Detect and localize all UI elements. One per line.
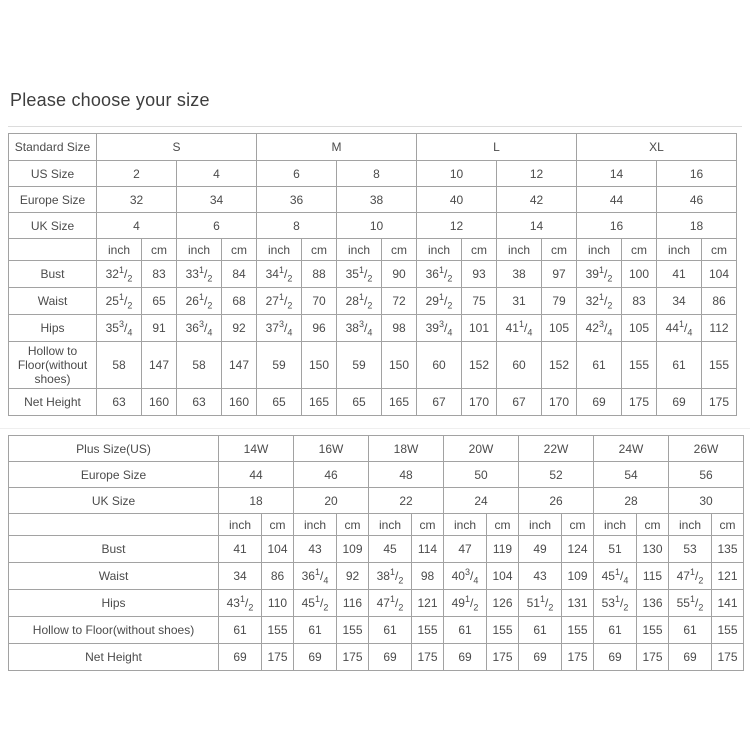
measure-value-cell: 100	[622, 261, 657, 288]
measure-value-cell: 58	[97, 342, 142, 389]
size-value-cell: 10	[337, 213, 417, 239]
measure-value-cell: $49^1/_2$	[444, 590, 487, 617]
size-value-cell: 16W	[294, 436, 369, 462]
size-value-cell: 8	[257, 213, 337, 239]
measure-value-cell: 65	[142, 288, 177, 315]
table-row	[9, 161, 737, 187]
unit-cell: cm	[302, 239, 337, 261]
measure-value-cell: 69	[369, 644, 412, 671]
measure-value-cell: $26^1/_2$	[177, 288, 222, 315]
row-label-cell: Bust	[9, 536, 219, 563]
measure-value-cell: 105	[622, 315, 657, 342]
measure-value-cell: 104	[262, 536, 294, 563]
measure-value-cell: 47	[444, 536, 487, 563]
unit-cell: inch	[444, 514, 487, 536]
unit-cell: cm	[337, 514, 369, 536]
table-row	[9, 617, 744, 644]
measure-value-cell: 152	[462, 342, 497, 389]
table-row	[9, 261, 737, 288]
size-value-cell: 52	[519, 462, 594, 488]
measure-value-cell: 61	[594, 617, 637, 644]
measure-value-cell: 65	[337, 389, 382, 416]
measure-value-cell: $44^1/_4$	[657, 315, 702, 342]
measure-value-cell: 165	[382, 389, 417, 416]
measure-value-cell: 121	[712, 563, 744, 590]
size-value-cell: 38	[337, 187, 417, 213]
row-label-cell: Plus Size(US)	[9, 436, 219, 462]
row-label-cell: Standard Size	[9, 134, 97, 161]
measure-value-cell: 65	[257, 389, 302, 416]
measure-value-cell: 141	[712, 590, 744, 617]
table-row	[9, 563, 744, 590]
measure-value-cell: 61	[219, 617, 262, 644]
unit-cell: inch	[497, 239, 542, 261]
table-row	[9, 213, 737, 239]
size-value-cell: 8	[337, 161, 417, 187]
measure-value-cell: 150	[302, 342, 337, 389]
measure-value-cell: 175	[702, 389, 737, 416]
measure-value-cell: $41^1/_4$	[497, 315, 542, 342]
measure-value-cell: 147	[142, 342, 177, 389]
measure-value-cell: 116	[337, 590, 369, 617]
table-row	[9, 288, 737, 315]
measure-value-cell: 61	[577, 342, 622, 389]
measure-value-cell: 152	[542, 342, 577, 389]
measure-value-cell: 79	[542, 288, 577, 315]
measure-value-cell: 59	[337, 342, 382, 389]
unit-cell: cm	[637, 514, 669, 536]
measure-value-cell: 130	[637, 536, 669, 563]
unit-cell: inch	[417, 239, 462, 261]
measure-value-cell: 93	[462, 261, 497, 288]
measure-value-cell: $47^1/_2$	[669, 563, 712, 590]
row-label-cell: Hollow to Floor(without shoes)	[9, 617, 219, 644]
unit-cell: inch	[519, 514, 562, 536]
measure-value-cell: 91	[142, 315, 177, 342]
row-label-cell: Hollow to Floor(without shoes)	[9, 342, 97, 389]
size-value-cell: 12	[497, 161, 577, 187]
measure-value-cell: 51	[594, 536, 637, 563]
measure-value-cell: 175	[412, 644, 444, 671]
measure-value-cell: 45	[369, 536, 412, 563]
measure-value-cell: 58	[177, 342, 222, 389]
measure-value-cell: 61	[369, 617, 412, 644]
plus-size-table	[8, 435, 744, 671]
row-label-cell: UK Size	[9, 213, 97, 239]
measure-value-cell: $32^1/_2$	[97, 261, 142, 288]
unit-cell: cm	[462, 239, 497, 261]
table-row	[9, 590, 744, 617]
measure-value-cell: 75	[462, 288, 497, 315]
measure-value-cell: 150	[382, 342, 417, 389]
unit-cell: inch	[369, 514, 412, 536]
measure-value-cell: $55^1/_2$	[669, 590, 712, 617]
measure-value-cell: 69	[444, 644, 487, 671]
measure-value-cell: 155	[337, 617, 369, 644]
size-value-cell: 36	[257, 187, 337, 213]
measure-value-cell: 155	[712, 617, 744, 644]
measure-value-cell: 155	[702, 342, 737, 389]
unit-cell: inch	[294, 514, 337, 536]
measure-value-cell: 41	[219, 536, 262, 563]
measure-value-cell: 109	[337, 536, 369, 563]
table-row	[9, 436, 744, 462]
measure-value-cell: 68	[222, 288, 257, 315]
measure-value-cell: $42^3/_4$	[577, 315, 622, 342]
measure-value-cell: $32^1/_2$	[577, 288, 622, 315]
size-value-cell: 50	[444, 462, 519, 488]
measure-value-cell: $40^3/_4$	[444, 563, 487, 590]
measure-value-cell: 135	[712, 536, 744, 563]
measure-value-cell: $38^1/_2$	[369, 563, 412, 590]
measure-value-cell: 83	[622, 288, 657, 315]
unit-cell: cm	[142, 239, 177, 261]
measure-value-cell: 70	[302, 288, 337, 315]
size-value-cell: 12	[417, 213, 497, 239]
measure-value-cell: 83	[142, 261, 177, 288]
measure-value-cell: 60	[497, 342, 542, 389]
row-label-cell: Waist	[9, 563, 219, 590]
size-value-cell: 46	[657, 187, 737, 213]
size-value-cell: 16	[577, 213, 657, 239]
measure-value-cell: 69	[594, 644, 637, 671]
size-value-cell: 14W	[219, 436, 294, 462]
measure-value-cell: 160	[222, 389, 257, 416]
measure-value-cell: $27^1/_2$	[257, 288, 302, 315]
size-value-cell: 30	[669, 488, 744, 514]
measure-value-cell: 86	[262, 563, 294, 590]
measure-value-cell: $33^1/_2$	[177, 261, 222, 288]
row-label-cell: Hips	[9, 590, 219, 617]
size-value-cell: 24W	[594, 436, 669, 462]
measure-value-cell: 175	[337, 644, 369, 671]
unit-cell: inch	[337, 239, 382, 261]
row-label-cell	[9, 239, 97, 261]
unit-cell: cm	[712, 514, 744, 536]
row-label-cell: Europe Size	[9, 187, 97, 213]
size-group-cell: XL	[577, 134, 737, 161]
table-row	[9, 536, 744, 563]
measure-value-cell: $53^1/_2$	[594, 590, 637, 617]
table-row	[9, 488, 744, 514]
table-separator	[0, 428, 750, 429]
size-value-cell: 26	[519, 488, 594, 514]
size-value-cell: 14	[577, 161, 657, 187]
unit-cell: cm	[382, 239, 417, 261]
unit-cell: inch	[594, 514, 637, 536]
measure-value-cell: $29^1/_2$	[417, 288, 462, 315]
row-label-cell	[9, 514, 219, 536]
row-label-cell: Waist	[9, 288, 97, 315]
size-value-cell: 18	[657, 213, 737, 239]
measure-value-cell: 175	[487, 644, 519, 671]
measure-value-cell: 136	[637, 590, 669, 617]
size-value-cell: 18	[219, 488, 294, 514]
unit-cell: inch	[97, 239, 142, 261]
size-value-cell: 32	[97, 187, 177, 213]
measure-value-cell: 88	[302, 261, 337, 288]
unit-cell: cm	[222, 239, 257, 261]
measure-value-cell: 67	[497, 389, 542, 416]
table-row	[9, 514, 744, 536]
size-value-cell: 22W	[519, 436, 594, 462]
size-value-cell: 46	[294, 462, 369, 488]
unit-cell: inch	[657, 239, 702, 261]
measure-value-cell: 84	[222, 261, 257, 288]
size-value-cell: 48	[369, 462, 444, 488]
measure-value-cell: 131	[562, 590, 594, 617]
measure-value-cell: $36^3/_4$	[177, 315, 222, 342]
measure-value-cell: $45^1/_4$	[594, 563, 637, 590]
measure-value-cell: 92	[222, 315, 257, 342]
measure-value-cell: $39^1/_2$	[577, 261, 622, 288]
measure-value-cell: 97	[542, 261, 577, 288]
size-value-cell: 4	[97, 213, 177, 239]
size-value-cell: 6	[177, 213, 257, 239]
measure-value-cell: $37^3/_4$	[257, 315, 302, 342]
measure-value-cell: 160	[142, 389, 177, 416]
measure-value-cell: 43	[519, 563, 562, 590]
size-value-cell: 20W	[444, 436, 519, 462]
row-label-cell: Hips	[9, 315, 97, 342]
unit-cell: cm	[487, 514, 519, 536]
row-label-cell: Net Height	[9, 389, 97, 416]
size-value-cell: 14	[497, 213, 577, 239]
measure-value-cell: $36^1/_2$	[417, 261, 462, 288]
measure-value-cell: $35^3/_4$	[97, 315, 142, 342]
row-label-cell: US Size	[9, 161, 97, 187]
size-group-cell: S	[97, 134, 257, 161]
measure-value-cell: 115	[637, 563, 669, 590]
measure-value-cell: 105	[542, 315, 577, 342]
measure-value-cell: 61	[657, 342, 702, 389]
measure-value-cell: 69	[577, 389, 622, 416]
measure-value-cell: 69	[519, 644, 562, 671]
row-label-cell: Bust	[9, 261, 97, 288]
size-value-cell: 4	[177, 161, 257, 187]
measure-value-cell: 92	[337, 563, 369, 590]
measure-value-cell: 69	[219, 644, 262, 671]
measure-value-cell: $35^1/_2$	[337, 261, 382, 288]
measure-value-cell: 175	[712, 644, 744, 671]
measure-value-cell: 175	[637, 644, 669, 671]
measure-value-cell: 59	[257, 342, 302, 389]
row-label-cell: Europe Size	[9, 462, 219, 488]
measure-value-cell: 126	[487, 590, 519, 617]
measure-value-cell: $43^1/_2$	[219, 590, 262, 617]
size-value-cell: 54	[594, 462, 669, 488]
size-value-cell: 6	[257, 161, 337, 187]
table-row	[9, 342, 737, 389]
measure-value-cell: 63	[97, 389, 142, 416]
measure-value-cell: 147	[222, 342, 257, 389]
measure-value-cell: 90	[382, 261, 417, 288]
measure-value-cell: $38^3/_4$	[337, 315, 382, 342]
measure-value-cell: 155	[622, 342, 657, 389]
measure-value-cell: 175	[562, 644, 594, 671]
measure-value-cell: $34^1/_2$	[257, 261, 302, 288]
measure-value-cell: 61	[519, 617, 562, 644]
measure-value-cell: $28^1/_2$	[337, 288, 382, 315]
measure-value-cell: 72	[382, 288, 417, 315]
unit-cell: inch	[669, 514, 712, 536]
table-row	[9, 644, 744, 671]
measure-value-cell: 98	[412, 563, 444, 590]
measure-value-cell: 101	[462, 315, 497, 342]
unit-cell: inch	[257, 239, 302, 261]
unit-cell: cm	[622, 239, 657, 261]
measure-value-cell: 155	[487, 617, 519, 644]
table-row	[9, 134, 737, 161]
unit-cell: cm	[542, 239, 577, 261]
unit-cell: inch	[219, 514, 262, 536]
size-value-cell: 56	[669, 462, 744, 488]
unit-cell: cm	[412, 514, 444, 536]
measure-value-cell: 96	[302, 315, 337, 342]
measure-value-cell: 69	[294, 644, 337, 671]
measure-value-cell: 110	[262, 590, 294, 617]
measure-value-cell: 63	[177, 389, 222, 416]
size-value-cell: 42	[497, 187, 577, 213]
measure-value-cell: $47^1/_2$	[369, 590, 412, 617]
measure-value-cell: 38	[497, 261, 542, 288]
measure-value-cell: 53	[669, 536, 712, 563]
unit-cell: cm	[702, 239, 737, 261]
measure-value-cell: 69	[669, 644, 712, 671]
standard-size-table	[8, 133, 737, 416]
size-group-cell: L	[417, 134, 577, 161]
measure-value-cell: 170	[542, 389, 577, 416]
size-value-cell: 10	[417, 161, 497, 187]
measure-value-cell: $45^1/_2$	[294, 590, 337, 617]
size-value-cell: 20	[294, 488, 369, 514]
measure-value-cell: 34	[657, 288, 702, 315]
unit-cell: inch	[177, 239, 222, 261]
unit-cell: inch	[577, 239, 622, 261]
measure-value-cell: 175	[622, 389, 657, 416]
size-value-cell: 28	[594, 488, 669, 514]
measure-value-cell: $25^1/_2$	[97, 288, 142, 315]
table-row	[9, 315, 737, 342]
measure-value-cell: 155	[262, 617, 294, 644]
size-value-cell: 26W	[669, 436, 744, 462]
measure-value-cell: 98	[382, 315, 417, 342]
measure-value-cell: 49	[519, 536, 562, 563]
measure-value-cell: $51^1/_2$	[519, 590, 562, 617]
measure-value-cell: 43	[294, 536, 337, 563]
measure-value-cell: 109	[562, 563, 594, 590]
table-row	[9, 187, 737, 213]
measure-value-cell: 165	[302, 389, 337, 416]
measure-value-cell: 155	[412, 617, 444, 644]
measure-value-cell: 60	[417, 342, 462, 389]
measure-value-cell: 69	[657, 389, 702, 416]
measure-value-cell: 86	[702, 288, 737, 315]
measure-value-cell: 112	[702, 315, 737, 342]
size-value-cell: 34	[177, 187, 257, 213]
measure-value-cell: 41	[657, 261, 702, 288]
size-value-cell: 24	[444, 488, 519, 514]
measure-value-cell: 119	[487, 536, 519, 563]
unit-cell: cm	[262, 514, 294, 536]
measure-value-cell: 114	[412, 536, 444, 563]
table-row	[9, 462, 744, 488]
row-label-cell: Net Height	[9, 644, 219, 671]
measure-value-cell: 61	[669, 617, 712, 644]
measure-value-cell: 155	[637, 617, 669, 644]
page-title: Please choose your size	[10, 90, 210, 110]
row-label-cell: UK Size	[9, 488, 219, 514]
measure-value-cell: 67	[417, 389, 462, 416]
measure-value-cell: 104	[487, 563, 519, 590]
size-value-cell: 16	[657, 161, 737, 187]
measure-value-cell: 61	[444, 617, 487, 644]
measure-value-cell: 170	[462, 389, 497, 416]
size-value-cell: 44	[577, 187, 657, 213]
size-value-cell: 18W	[369, 436, 444, 462]
measure-value-cell: $36^1/_4$	[294, 563, 337, 590]
measure-value-cell: 175	[262, 644, 294, 671]
measure-value-cell: 31	[497, 288, 542, 315]
size-value-cell: 40	[417, 187, 497, 213]
title-divider	[8, 126, 742, 127]
measure-value-cell: $39^3/_4$	[417, 315, 462, 342]
size-value-cell: 22	[369, 488, 444, 514]
measure-value-cell: 121	[412, 590, 444, 617]
measure-value-cell: 124	[562, 536, 594, 563]
measure-value-cell: 155	[562, 617, 594, 644]
measure-value-cell: 104	[702, 261, 737, 288]
measure-value-cell: 61	[294, 617, 337, 644]
unit-cell: cm	[562, 514, 594, 536]
table-row	[9, 389, 737, 416]
size-value-cell: 44	[219, 462, 294, 488]
table-row	[9, 239, 737, 261]
size-group-cell: M	[257, 134, 417, 161]
measure-value-cell: 34	[219, 563, 262, 590]
size-value-cell: 2	[97, 161, 177, 187]
